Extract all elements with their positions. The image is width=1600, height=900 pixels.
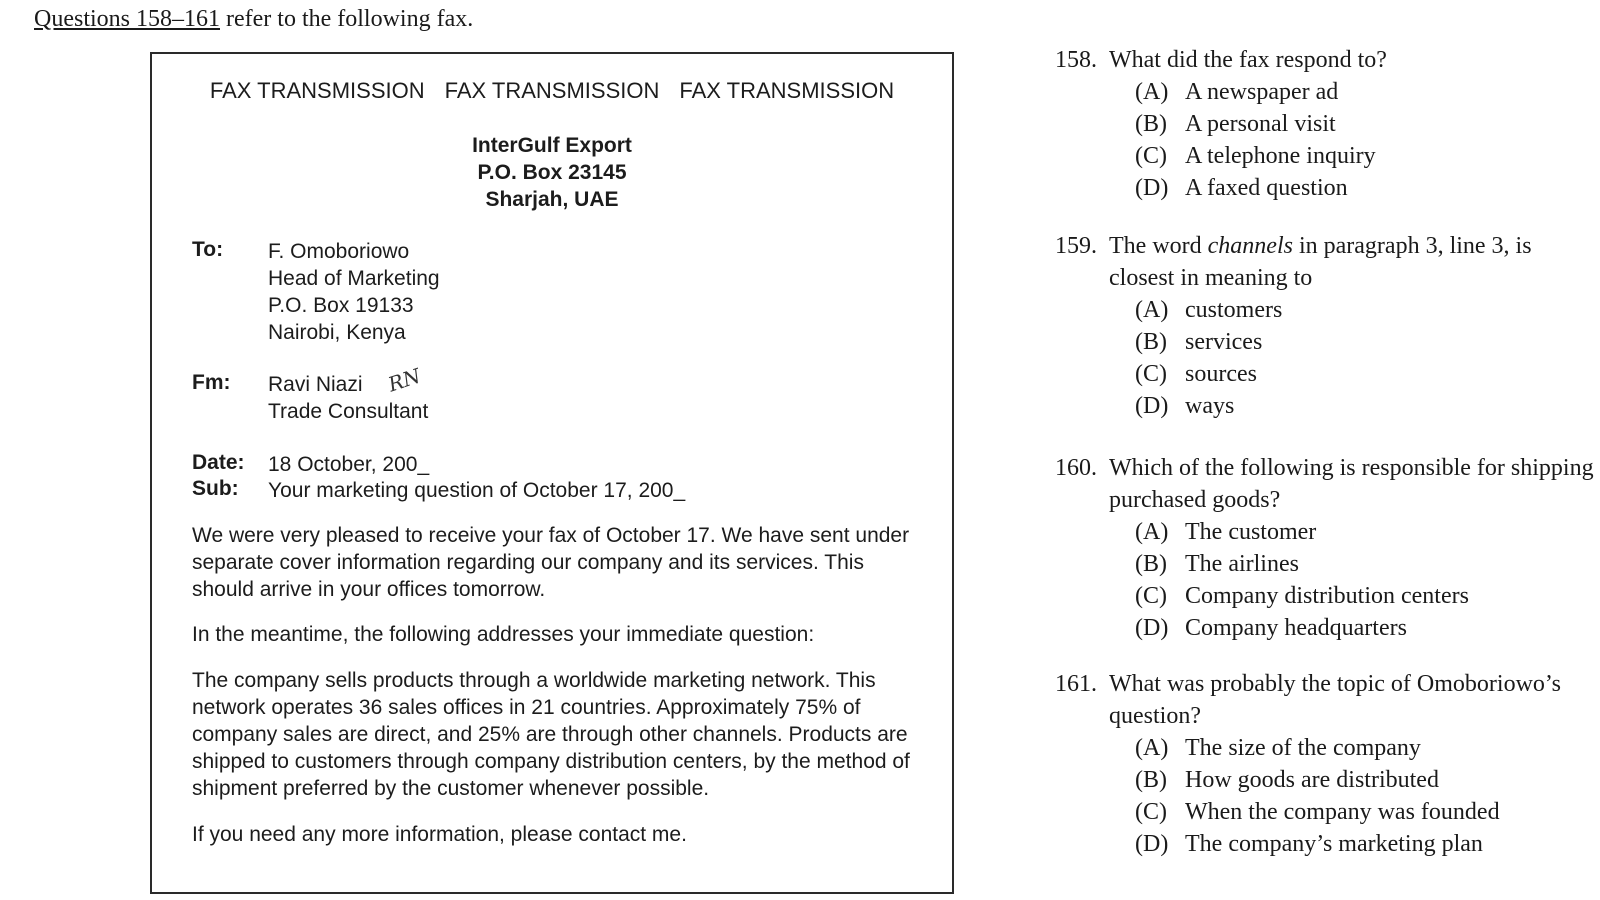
intro-rest: refer to the following fax. (220, 6, 474, 32)
body-paragraph-3: The company sells products through a worldwide marketing network. This network operates 36 sales offices in 21 countries. Approximately 75% of company sales are direct, and 25% are through other channels. Products are shipped to customers through company distribution centers, by the method of shipment preferred by the customer whenever possible. (192, 669, 910, 800)
answer-option[interactable]: (C) A telephone inquiry (1135, 143, 1376, 169)
to-line-city: Nairobi, Kenya (268, 321, 406, 344)
answer-option[interactable]: (D) A faxed question (1135, 175, 1348, 201)
sender-company: InterGulf Export (472, 134, 632, 157)
to-line-pobox: P.O. Box 19133 (268, 294, 414, 317)
questions-range: Questions 158–161 (34, 6, 220, 32)
answer-option[interactable]: (B) A personal visit (1135, 111, 1336, 137)
subject-label: Sub: (192, 477, 239, 500)
italic-word: channels (1207, 233, 1293, 259)
answer-option[interactable]: (B) How goods are distributed (1135, 767, 1439, 793)
answer-option[interactable]: (C) sources (1135, 361, 1257, 387)
sender-address (152, 132, 952, 213)
question-159 (1055, 230, 1595, 422)
question-158 (1055, 44, 1595, 204)
body-paragraph-1: We were very pleased to receive your fax of October 17. We have sent under separate cover information regarding our company and its services. This should arrive in your offices tomorrow. (192, 524, 910, 601)
answer-option[interactable]: (C) When the company was founded (1135, 799, 1500, 825)
to-label: To: (192, 238, 224, 261)
answer-option[interactable]: (D) The company’s marketing plan (1135, 831, 1483, 857)
answer-option[interactable]: (A) The customer (1135, 519, 1317, 545)
fax-header-row (152, 78, 952, 104)
sender-city: Sharjah, UAE (485, 188, 619, 211)
question-number: 161. (1055, 671, 1097, 697)
from-label: Fm: (192, 371, 231, 394)
to-line-title: Head of Marketing (268, 267, 440, 290)
question-stem: What did the fax respond to? (1109, 47, 1387, 73)
fax-header-3: FAX TRANSMISSION (679, 78, 895, 103)
question-number: 159. (1055, 233, 1097, 259)
question-stem: The word channels in paragraph 3, line 3, is closest in meaning to (1109, 233, 1532, 291)
question-number: 160. (1055, 455, 1097, 481)
from-line-title: Trade Consultant (268, 400, 429, 423)
from-line-name: Ravi Niazi (268, 373, 363, 396)
fax-document (150, 52, 954, 894)
body-paragraph-4: If you need any more information, please contact me. (192, 823, 687, 846)
to-line-name: F. Omoboriowo (268, 240, 410, 263)
question-160 (1055, 452, 1595, 644)
answer-option[interactable]: (B) The airlines (1135, 551, 1299, 577)
answer-option[interactable]: (B) services (1135, 329, 1263, 355)
question-stem: Which of the following is responsible for shipping purchased goods? (1109, 455, 1594, 513)
answer-option[interactable]: (D) ways (1135, 393, 1235, 419)
question-number: 158. (1055, 47, 1097, 73)
answer-option[interactable]: (D) Company headquarters (1135, 615, 1407, 641)
to-recipient (268, 238, 440, 346)
answer-option[interactable]: (C) Company distribution centers (1135, 583, 1469, 609)
fax-header-2: FAX TRANSMISSION (444, 78, 660, 103)
answer-option[interactable]: (A) A newspaper ad (1135, 79, 1339, 105)
sender-pobox: P.O. Box 23145 (477, 161, 627, 184)
date-label: Date: (192, 451, 245, 474)
subject-value: Your marketing question of October 17, 200_ (268, 479, 686, 502)
fax-header-1: FAX TRANSMISSION (209, 78, 425, 103)
answer-option[interactable]: (A) The size of the company (1135, 735, 1421, 761)
handwritten-initials: RN (385, 363, 424, 397)
question-161 (1055, 668, 1595, 860)
body-paragraph-2: In the meantime, the following addresses your immediate question: (192, 623, 815, 646)
answer-option[interactable]: (A) customers (1135, 297, 1283, 323)
question-stem: What was probably the topic of Omoboriowo’s question? (1109, 671, 1561, 729)
date-value: 18 October, 200_ (268, 453, 430, 476)
questions-intro (34, 6, 473, 33)
